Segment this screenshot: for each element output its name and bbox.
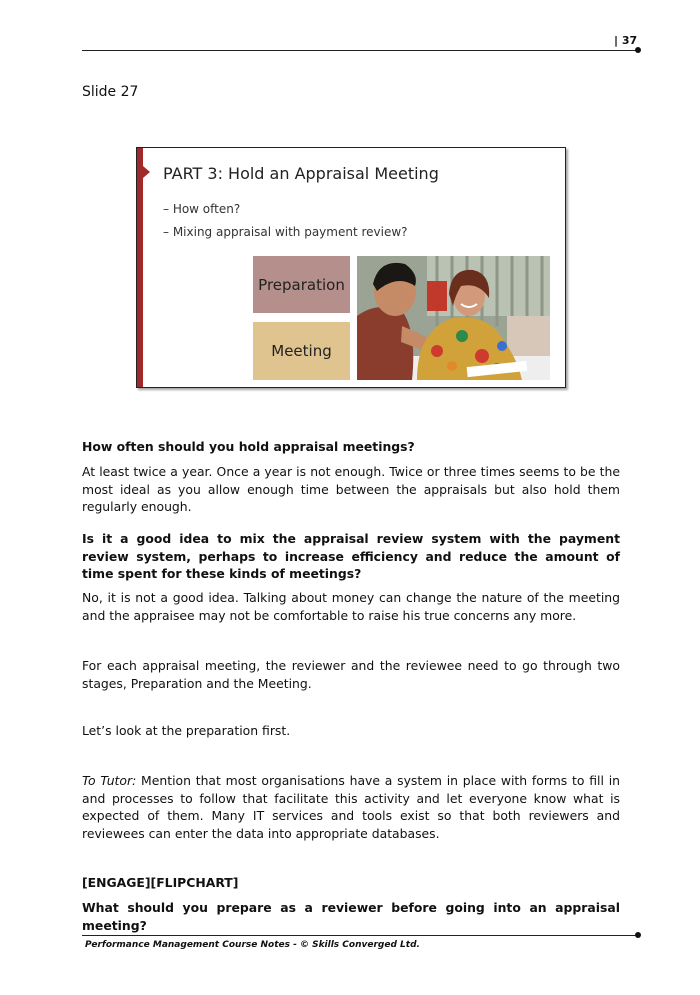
tutor-label: To Tutor:	[82, 773, 137, 788]
footer-rule	[82, 935, 638, 936]
tutor-text: Mention that most organisations have a system in place with forms to fill in and processes to follow that facilitate this activity and let everyone know what is expected of them. Many IT services and tools exist so that both reviewers and reviewees can enter the data into appropriate databases.	[82, 773, 620, 841]
question-mix-systems: Is it a good idea to mix the appraisal review system with the payment review system, perhaps to increase efficiency and reduce the amount of time spent for these kinds of meetings?	[82, 531, 620, 581]
meeting-photo	[357, 256, 550, 380]
slide-label: Slide 27	[82, 84, 139, 100]
answer-how-often: At least twice a year. Once a year is not enough. Twice or three times seems to be the most ideal as you allow enough time between the appraisals but also hold them regularly enough.	[82, 464, 620, 514]
header-rule	[82, 50, 638, 51]
paragraph-two-stages: For each appraisal meeting, the reviewer and the reviewee need to go through two stages, Preparation and the Meeting.	[82, 658, 620, 691]
slide-accent-bar	[137, 148, 143, 387]
engage-flipchart-tag: [ENGAGE][FLIPCHART]	[82, 875, 239, 890]
page-number: | 37	[614, 34, 638, 47]
paragraph-preparation-first: Let’s look at the preparation first.	[82, 723, 291, 738]
meeting-box: Meeting	[253, 322, 350, 380]
footer-rule-dot	[635, 932, 641, 938]
question-prepare-reviewer: What should you prepare as a reviewer before going into an appraisal meeting?	[82, 900, 620, 933]
header-rule-dot	[635, 47, 641, 53]
slide-thumbnail	[136, 147, 566, 388]
slide-bullet-2: – Mixing appraisal with payment review?	[163, 225, 408, 239]
slide-bullet-1: – How often?	[163, 202, 241, 216]
tutor-note	[82, 772, 620, 842]
footer-text: Performance Management Course Notes - © Skills Converged Ltd.	[85, 940, 420, 950]
answer-mix-systems: No, it is not a good idea. Talking about money can change the nature of the meeting and the appraisee may not be comfortable to raise his true concerns any more.	[82, 590, 620, 623]
slide-arrow-icon	[143, 166, 150, 178]
slide-title: PART 3: Hold an Appraisal Meeting	[163, 164, 439, 183]
question-how-often: How often should you hold appraisal meetings?	[82, 439, 415, 454]
preparation-box: Preparation	[253, 256, 350, 313]
